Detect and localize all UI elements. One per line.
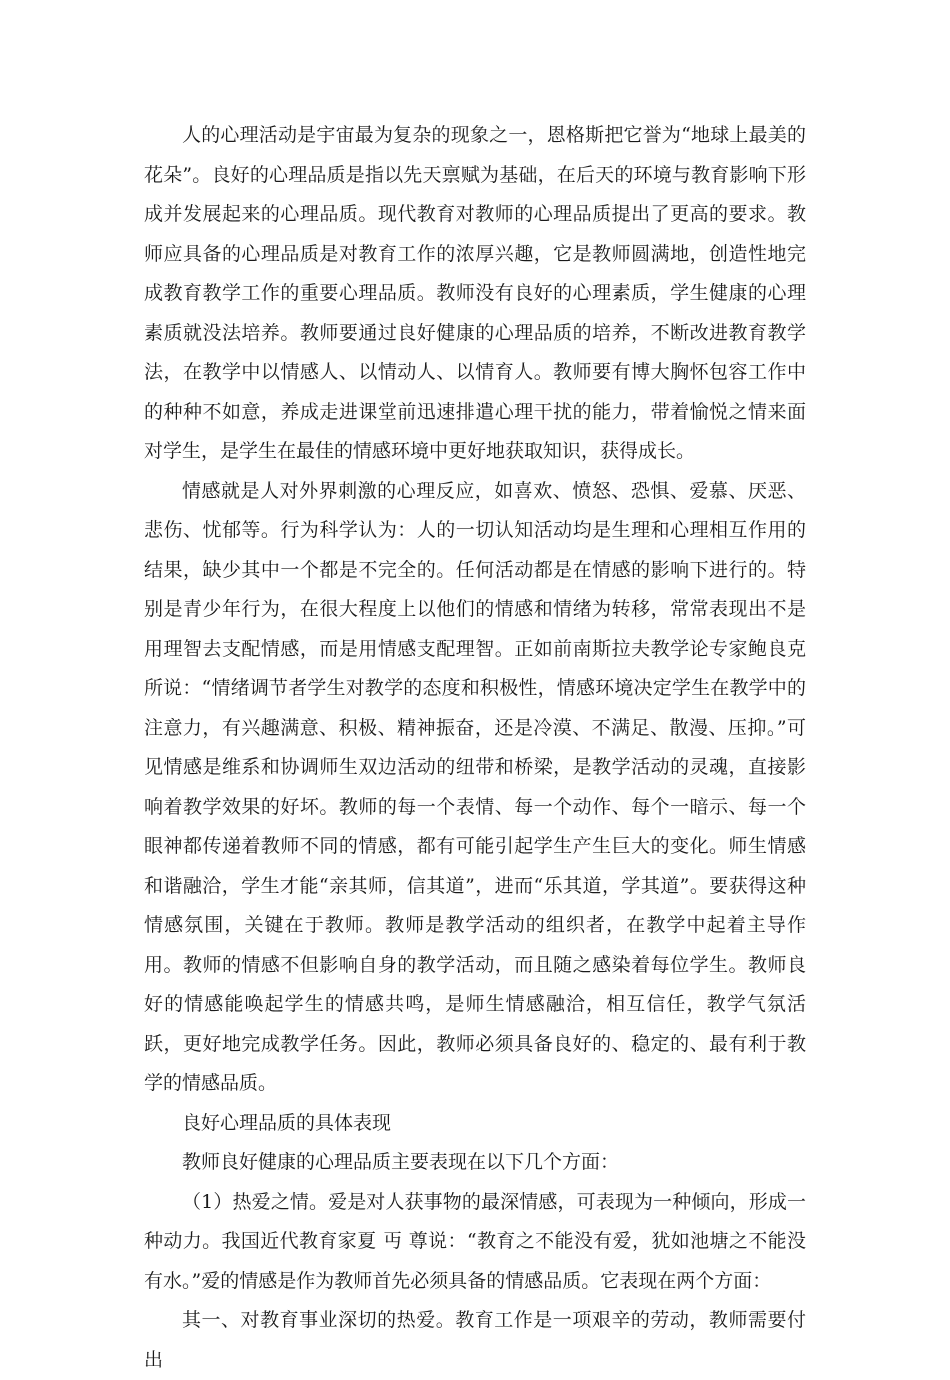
paragraph-intro: 人的心理活动是宇宙最为复杂的现象之一，恩格斯把它誉为“地球上最美的花朵”。良好的心理品质是指以先天禀赋为基础，在后天的环境与教育影响下形成并发展起来的心理品质。现代教育对教师的心理品质提出了更高的要求。教师应具备的心理品质是对教育工作的浓厚兴趣，它是教师圆满地，创造性地完成教育教学工作的重要心理品质。教师没有良好的心理素质，学生健康的心理素质就没法培养。教师要通过良好健康的心理品质的培养，不断改进教育教学法，在教学中以情感人、以情动人、以情育人。教师要有博大胸怀包容工作中的种种不如意，养成走进课堂前迅速排遣心理干扰的能力，带着愉悦之情来面对学生，是学生在最佳的情感环境中更好地获取知识，获得成长。 (144, 124, 806, 462)
section-heading: 良好心理品质的具体表现 (182, 1111, 392, 1134)
paragraph-first-point: 其一、对教育事业深切的热爱。教育工作是一项艰辛的劳动，教师需要付出 (144, 1309, 806, 1371)
document-page (144, 116, 806, 1380)
paragraph-love: （1）热爱之情。爱是对人获事物的最深情感，可表现为一种倾向，形成一种动力。我国近代教育家夏 丏 尊说：“教育之不能没有爱，犹如池塘之不能没有水。”爱的情感是作为教师首先必须具备的情感品质。它表现在两个方面： (144, 1190, 806, 1292)
paragraph-emotion: 情感就是人对外界刺激的心理反应，如喜欢、愤怒、恐惧、爱慕、厌恶、悲伤、忧郁等。行为科学认为：人的一切认知活动均是生理和心理相互作用的结果，缺少其中一个都是不完全的。任何活动都是在情感的影响下进行的。特别是青少年行为，在很大程度上以他们的情感和情绪为转移，常常表现出不是用理智去支配情感，而是用情感支配理智。正如前南斯拉夫教学论专家鲍良克所说：“情绪调节者学生对教学的态度和积极性，情感环境决定学生在教学中的注意力，有兴趣满意、积极、精神振奋，还是冷漠、不满足、散漫、压抑。”可见情感是维系和协调师生双边活动的纽带和桥梁，是教学活动的灵魂，直接影响着教学效果的好坏。教师的每一个表情、每一个动作、每个一暗示、每一个眼神都传递着教师不同的情感，都有可能引起学生产生巨大的变化。师生情感和谐融洽，学生才能“亲其师，信其道”，进而“乐其道，学其道”。要获得这种情感氛围，关键在于教师。教师是教学活动的组织者，在教学中起着主导作用。教师的情感不但影响自身的教学活动，而且随之感染着每位学生。教师良好的情感能唤起学生的情感共鸣，是师生情感融洽，相互信任，教学气氛活跃，更好地完成教学任务。因此，教师必须具备良好的、稳定的、最有利于教学的情感品质。 (144, 479, 806, 1094)
paragraph-lead: 教师良好健康的心理品质主要表现在以下几个方面： (182, 1151, 620, 1173)
